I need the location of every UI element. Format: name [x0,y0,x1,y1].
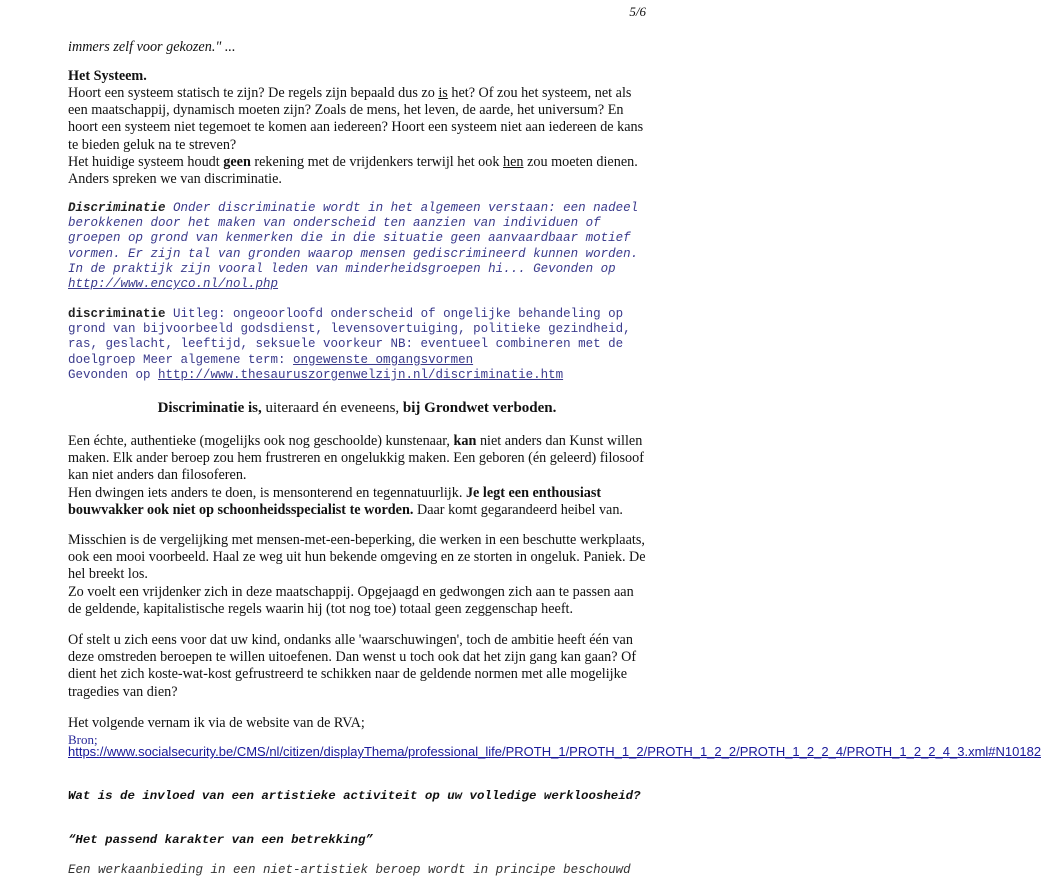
systeem-paragraph [68,85,648,188]
kunstenaar-paragraph [68,433,648,519]
quote-end: immers zelf voor gekozen." ... [68,39,236,55]
text-run: Daar komt gegarandeerd heibel van. [413,501,623,518]
definition-term: Discriminatie [68,201,166,215]
grondwet-statement [60,400,654,417]
page-number: 5/6 [629,4,646,19]
vergelijking-paragraph [68,532,648,618]
text-run: Hoort een systeem statisch te zijn? De regels zijn bepaald dus zo [68,85,439,101]
underlined-word: is [438,85,448,101]
definition-text: Onder discriminatie wordt in het algemeen verstaan: een nadeel berokkenen door het maken van onderscheid ten aanzien van individuen of groepen op grond van kenmerken die in die situatie geen aanvaardbaar motief vormen. Er zijn tal van gronden waarop mensen gediscrimineerd kunnen worden. In de praktijk zijn vooral leden van minderheidsgroepen hi... Gevonden op [68,201,639,276]
text-run: Hen dwingen iets anders te doen, is mensonterend en tegennatuurlijk. [68,484,466,501]
text-run: Zo voelt een vrijdenker zich in deze maatschappij. Opgejaagd en gedwongen zich aan te passen aan de geldende, kapitalistische regels waarin hij (tot nog toe) totaal geen zeggenschap heeft. [68,583,634,617]
werkaanbieding-text: Een werkaanbieding in een niet-artistiek beroep wordt in principe beschouwd [68,863,631,877]
text-run: niet anders dan Kunst willen maken. Elk ander beroep zou hem frustreren en ongelukkig maken. Een geboren (én geleerd) filosoof kan niet anders dan filosoferen. [68,433,644,484]
bold-word: geen [223,153,251,170]
subheading-passend: “Het passend karakter van een betrekking” [68,833,373,847]
text-run: Het huidige systeem houdt [68,153,224,170]
question-heading: Wat is de invloed van een artistieke activiteit op uw volledige werkloosheid? [68,789,641,803]
bold-run: Discriminatie is, [157,400,262,416]
text-run: Misschien is de vergelijking met mensen-met-een-beperking, die werken in een beschutte werkplaats, ook een mooi voorbeeld. Haal ze weg uit hun bekende omgeving en ze storten in ongeluk. Paniek. De hel breekt los. [68,532,646,583]
socialsecurity-link[interactable]: https://www.socialsecurity.be/CMS/nl/citizen/displayThema/professional_life/PROTH_1/PROTH_1_2/PROTH_1_2_2/PROTH_1_2_2_4/PROTH_1_2_2_4_3.xml#N10182 [68,744,1041,759]
text-run: uiteraard én eveneens, [261,400,403,416]
definition-block-1 [68,201,648,292]
thesaurus-link[interactable]: http://www.thesauruszorgenwelzijn.nl/discriminatie.htm [158,367,564,382]
underlined-word: hen [503,153,524,170]
bold-word: kan [453,433,477,449]
text-run: rekening met de vrijdenkers terwijl het ook [250,153,504,170]
ongewenste-omgangsvormen-link[interactable]: ongewenste omgangsvormen [293,352,474,367]
definition-term: discriminatie [68,307,166,321]
text-run: Een échte, authentieke (mogelijks ook nog geschoolde) kunstenaar, [68,433,454,449]
definition-text: Uitleg: ongeoorloofd onderscheid of ongelijke behandeling op grond van bijvoorbeeld godsdienst, levensovertuiging, politieke gezindheid, ras, geslacht, leeftijd, seksuele voorkeur NB: eventueel combineren met de doelgroep Meer algemene term: [68,307,631,367]
text-run: zou moeten dienen. Anders spreken we van discriminatie. [68,153,638,188]
bold-run: Je legt een enthousiast bouwvakker ook niet op schoonheidsspecialist te worden. [68,484,602,518]
bold-run: bij Grondwet verboden. [402,400,557,416]
bron-label: Bron; [68,732,98,747]
rva-intro: Het volgende vernam ik via de website van de RVA; [68,715,365,731]
section-heading: Het Systeem. [68,68,147,84]
kind-paragraph: Of stelt u zich eens voor dat uw kind, ondanks alle 'waarschuwingen', toch de ambitie heeft één van deze omstreden beroepen te willen uitoefenen. Dan wenst u toch ook dat het zijn gang kan gaan? Of dient het zich koste-wat-kost gefrustreerd te schikken naar de geldende normen met alle mogelijke tragedies van dien? [68,632,637,700]
encyco-link[interactable]: http://www.encyco.nl/nol.php [68,277,279,292]
text-run: het? Of zou het systeem, net als een maatschappij, dynamisch moeten zijn? Zoals de mens, het leven, de aarde, het universum? En hoort een systeem niet tegemoet te komen aan iedereen? Hoort een systeem niet aan iedereen de kans te bieden geluk na te streven? [68,85,644,153]
definition-block-2 [68,307,648,383]
found-label: Gevonden op [68,367,159,382]
